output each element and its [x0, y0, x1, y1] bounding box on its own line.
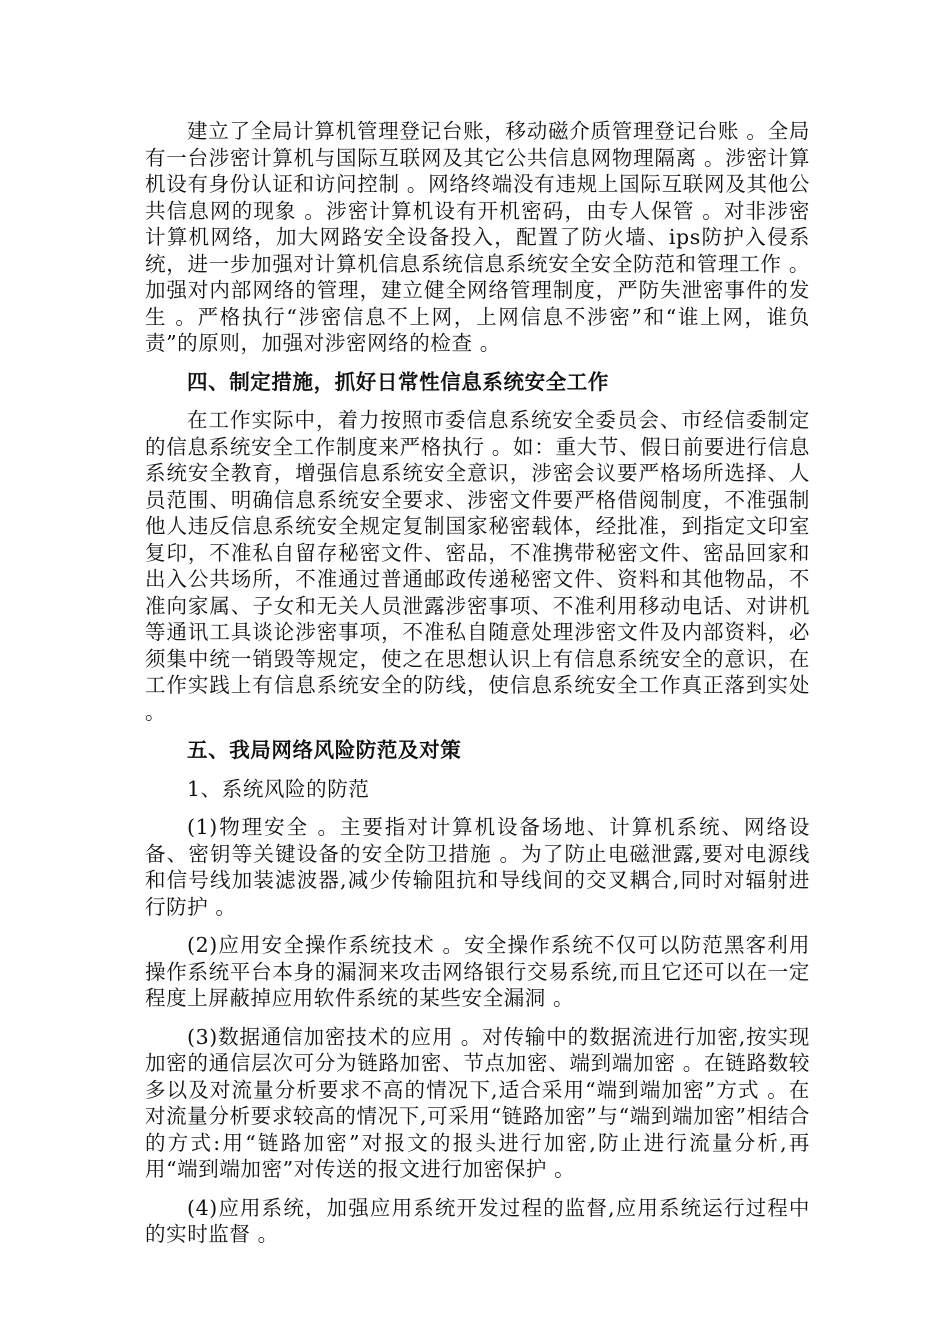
paragraph-network-management: 建立了全局计算机管理登记台账，移动磁介质管理登记台账 。全局有一台涉密计算机与国际互联网及其它公共信息网物理隔离 。涉密计算机设有身份认证和访问控制 。网络终端没有违规上国际互联网及其他公共信息网的现象 。涉密计算机设有开机密码，由专人保管 。对非涉密计算机网络，加大网路安全设备投入，配置了防火墙、ips防护入侵系统，进一步加强对计算机信息系统信息系统安全安全防范和管理工作 。加强对内部网络的管理，建立健全网络管理制度，严防失泄密事件的发生 。严格执行“涉密信息不上网，上网信息不涉密”和“谁上网，谁负责”的原则，加强对涉密网络的检查 。	[145, 119, 810, 355]
subheading-system-risk: 1、系统风险的防范	[187, 776, 370, 801]
document-page	[145, 118, 810, 1260]
paragraph-daily-measures: 在工作实际中，着力按照市委信息系统安全委员会、市经信委制定的信息系统安全工作制度来严格执行 。如：重大节、假日前要进行信息系统安全教育，增强信息系统安全意识，涉密会议要严格场所选择、人员范围、明确信息系统安全要求、涉密文件要严格借阅制度，不准强制他人违反信息系统安全规定复制国家秘密载体，经批准，到指定文印室复印，不准私自留存秘密文件、密品，不准携带秘密文件、密品回家和出入公共场所，不准通过普通邮政传递秘密文件、资料和其他物品，不准向家属、子女和无关人员泄露涉密事项、不准利用移动电话、对讲机等通讯工具谈论涉密事项，不准私自随意处理涉密文件及内部资料，必须集中统一销毁等规定，使之在思想认识上有信息系统安全的意识，在工作实践上有信息系统安全的防线，使信息系统安全工作真正落到实处 。	[145, 408, 810, 724]
paragraph-physical-security: (1)物理安全 。主要指对计算机设备场地、计算机系统、网络设备、密钥等关键设备的安全防卫措施 。为了防止电磁泄露,要对电源线和信号线加装滤波器,减少传输阻抗和导线间的交叉耦合,同时对辐射进行防护 。	[145, 815, 810, 919]
section-heading-5: 五、我局网络风险防范及对策	[187, 738, 462, 762]
paragraph-secure-os: (2)应用安全操作系统技术 。安全操作系统不仅可以防范黑客利用操作系统平台本身的漏洞来攻击网络银行交易系统,而且它还可以在一定程度上屏蔽掉应用软件系统的某些安全漏洞 。	[145, 933, 810, 1010]
paragraph-encryption: (3)数据通信加密技术的应用 。对传输中的数据流进行加密,按实现加密的通信层次可分为链路加密、节点加密、端到端加密 。在链路数较多以及对流量分析要求不高的情况下,适合采用“端到端加密”方式 。在对流量分析要求较高的情况下,可采用“链路加密”与“端到端加密”相结合的方式:用“链路加密”对报文的报头进行加密,防止进行流量分析,再用“端到端加密”对传送的报文进行加密保护 。	[145, 1024, 810, 1181]
section-heading-4: 四、制定措施，抓好日常性信息系统安全工作	[187, 369, 609, 394]
paragraph-application-system: (4)应用系统，加强应用系统开发过程的监督,应用系统运行过程中的实时监督 。	[145, 1195, 810, 1246]
